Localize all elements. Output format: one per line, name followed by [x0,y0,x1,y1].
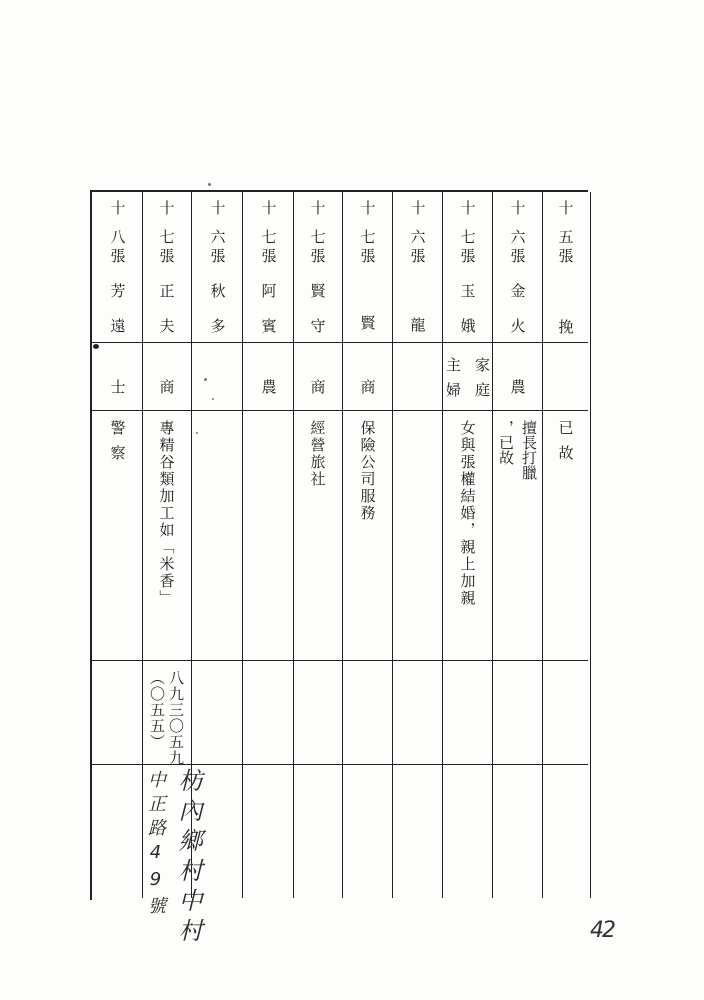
note: 專精谷類加工如「米香」 [157,420,176,607]
person-name: 張金火 [508,248,527,353]
occupation: 商 [157,378,176,394]
note-line: ，已故 [497,420,515,465]
column-7 [243,192,294,898]
person-name: 張阿賓 [259,248,278,353]
column-5 [342,192,393,898]
age: 十七 [458,200,477,258]
occupation: 士 [108,378,127,394]
occupation-line: 主婦 [444,357,462,407]
age: 十六 [508,200,527,258]
person-name: 張芳遠 [108,248,127,353]
occupation-line: 家庭 [473,357,491,407]
phone-area-code: （〇五五） [148,670,166,750]
note: 已故 [556,420,575,470]
occupation: 農 [508,378,527,394]
handwritten-address-line2: 中正路49號 [145,770,166,920]
age: 十七 [157,200,176,258]
column-6 [292,192,343,898]
note: 警察 [108,420,127,470]
note-line: 擅長打臘 [520,420,538,480]
age: 十六 [408,200,427,258]
person-name: 張正夫 [157,248,176,353]
age: 十七 [358,200,377,258]
person-name: 張龍 [408,248,427,386]
person-name: 張秋多 [208,248,227,353]
age: 十七 [259,200,278,258]
column-4 [392,192,443,898]
person-name: 張挽 [556,248,575,390]
person-name: 張玉娥 [458,248,477,353]
note: 女與張權結婚，親上加親 [458,420,477,607]
person-name: 張賢守 [308,248,327,353]
ink-dot [93,344,99,349]
age: 十六 [208,200,227,258]
phone-number: 八九三〇五九 [167,670,185,766]
occupation: 農 [259,378,278,394]
occupation: 商 [308,378,327,394]
note: 保險公司服務 [358,420,377,522]
note: 經營旅社 [308,420,327,488]
column-10 [92,192,143,898]
column-2 [492,192,543,898]
column-1 [540,192,591,898]
page-number: 42 [590,918,614,943]
age: 十七 [308,200,327,258]
person-name: 張賢 [358,248,377,382]
handwritten-address-line1: 枋內鄉村中村 [174,768,202,948]
age: 十八 [108,200,127,258]
age: 十五 [556,200,575,258]
column-3 [442,192,493,898]
occupation: 商 [358,378,377,394]
